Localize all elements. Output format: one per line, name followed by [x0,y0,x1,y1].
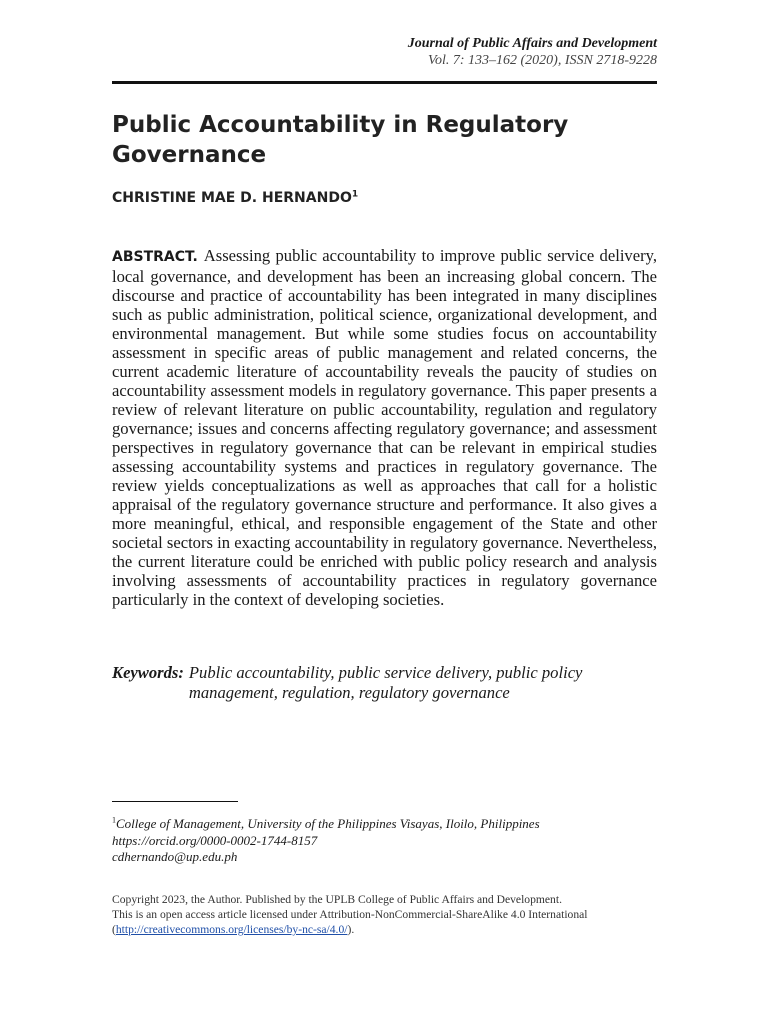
footnote-affiliation: College of Management, University of the Philippines Visayas, Iloilo, Philippines [116,816,540,831]
copyright-notice [112,892,672,937]
header-divider [112,81,657,84]
journal-volume-info: Vol. 7: 133–162 (2020), ISSN 2718-9228 [427,53,657,68]
keywords [112,663,657,703]
license-link[interactable]: http://creativecommons.org/licenses/by-nc-sa/4.0/ [115,923,348,936]
abstract-text: Assessing public accountability to improve public service delivery, local governance, and development has been an increasing global concern. The discourse and practice of accountability has been integrated in many disciplines such as public administration, political science, organizational development, and environmental management. But while some studies focus on accountability assessment in specific areas of public management and related concerns, the current academic literature of accountability reveals the paucity of studies on accountability assessment models in regulatory governance. This paper presents a review of relevant literature on public accountability, regulation and regulatory governance; issues and concerns affecting regulatory governance; and assessment perspectives in regulatory governance that can be relevant in empirical studies assessing accountability systems and practices in regulatory governance. The review yields conceptualizations as well as approaches that call for a holistic appraisal of the regulatory governance structure and performance. It also gives a more meaningful, ethical, and responsible engagement of the State and other societal sectors in exacting accountability in regulatory governance. Nevertheless, the current literature could be enriched with public policy research and analysis involving assessments of accountability practices in regulatory governance particularly in the context of developing societies. [112,246,657,609]
footnote-orcid: https://orcid.org/0000-0002-1744-8157 [112,832,318,848]
author-footnote [112,816,657,866]
abstract [112,246,657,609]
journal-name: Journal of Public Affairs and Development [407,36,657,51]
license-open-paren: ( [112,923,116,936]
copyright-line-2: This is an open access article licensed under Attribution-NonCommercial-ShareAlike 4.0 International [112,908,588,921]
journal-header [408,35,657,69]
abstract-label: ABSTRACT. [112,249,198,265]
copyright-line-3 [112,922,672,937]
author-name: CHRISTINE MAE D. HERNANDO [112,190,352,206]
keywords-label: Keywords: [112,663,184,682]
copyright-line-1: Copyright 2023, the Author. Published by the UPLB College of Public Affairs and Development. [112,893,562,906]
author-line [112,189,358,207]
footnote-affiliation-line [112,816,657,833]
author-footnote-mark: 1 [351,189,359,200]
footnote-mark: 1 [112,815,116,825]
paper-page [112,0,657,1024]
footnote-email: cdhernando@up.edu.ph [112,849,238,864]
footnote-divider [112,801,238,802]
license-close-paren: ). [347,923,355,936]
article-title: Public Accountability in Regulatory Governance [112,112,569,168]
keywords-text: Public accountability, public service delivery, public policy management, regulation, regulatory governance [188,663,583,702]
